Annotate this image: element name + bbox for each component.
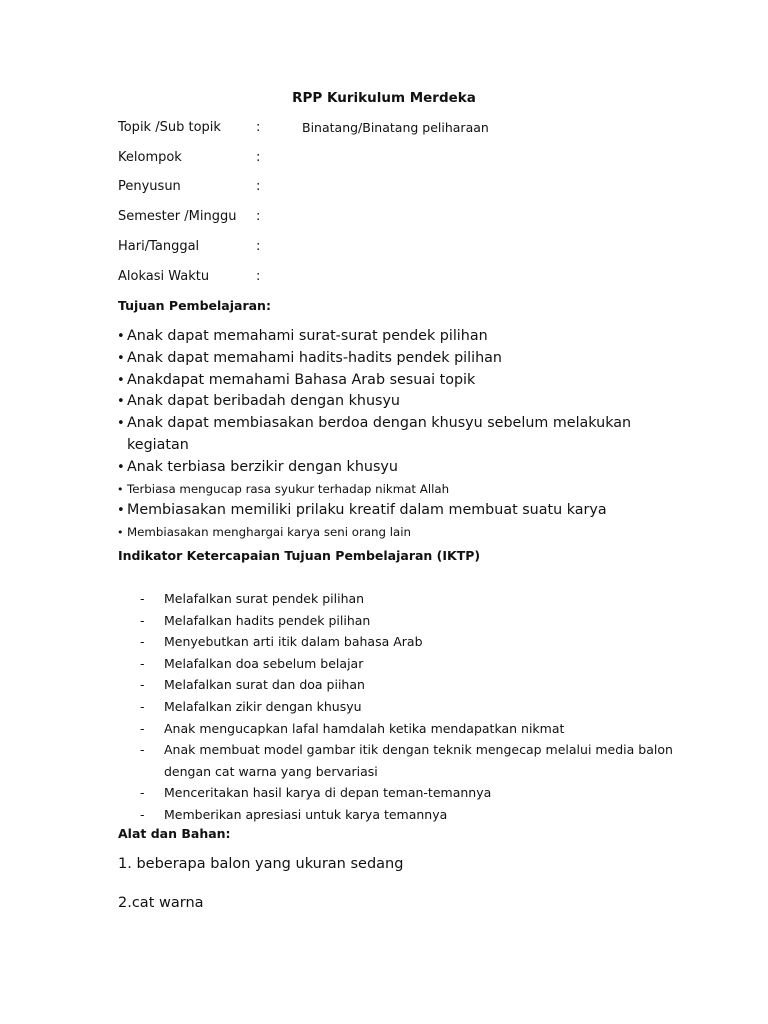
dash-marker: - xyxy=(140,677,145,693)
field-value: Binatang/Binatang peliharaan xyxy=(302,120,489,135)
list-item xyxy=(118,631,678,653)
dash-marker: - xyxy=(140,634,145,650)
bullet-icon: • xyxy=(117,350,125,366)
bullet-icon: • xyxy=(117,394,125,410)
alat-item: 2.cat warna xyxy=(118,895,204,911)
list-item-text: Melafalkan zikir dengan khusyu xyxy=(164,698,362,714)
list-item-text: Menyebutkan arti itik dalam bahasa Arab xyxy=(164,634,423,650)
list-item xyxy=(118,370,658,392)
tujuan-list xyxy=(118,326,658,544)
list-item-text: Melafalkan doa sebelum belajar xyxy=(164,655,364,671)
field-colon: : xyxy=(256,209,261,224)
list-item-text: Anak dapat membiasakan berdoa dengan khusyu sebelum melakukan kegiatan xyxy=(127,415,632,453)
dash-marker: - xyxy=(140,742,145,758)
bullet-icon: • xyxy=(117,503,125,519)
field-colon: : xyxy=(256,120,261,135)
list-item-text: Anak dapat memahami surat-surat pendek pilihan xyxy=(127,328,488,344)
field-label: Semester /Minggu xyxy=(118,209,237,224)
dash-marker: - xyxy=(140,612,145,628)
alat-item: 1. beberapa balon yang ukuran sedang xyxy=(118,856,404,872)
field-colon: : xyxy=(256,239,261,254)
list-item-text: Menceritakan hasil karya di depan teman-temannya xyxy=(164,785,492,801)
list-item-text: Membiasakan memiliki prilaku kreatif dalam membuat suatu karya xyxy=(127,502,607,519)
field-colon: : xyxy=(256,269,261,284)
list-item xyxy=(118,500,658,522)
list-item xyxy=(118,653,678,675)
dash-marker: - xyxy=(140,785,145,801)
list-item-text: Melafalkan hadits pendek pilihan xyxy=(164,612,371,628)
dash-marker: - xyxy=(140,806,145,822)
list-item xyxy=(118,522,658,544)
document-title: RPP Kurikulum Merdeka xyxy=(292,90,476,106)
field-label: Topik /Sub topik xyxy=(118,120,221,135)
list-item xyxy=(118,413,658,457)
alat-heading: Alat dan Bahan: xyxy=(118,826,231,841)
iktp-list xyxy=(118,588,678,826)
list-item xyxy=(118,479,658,501)
list-item-text: Anak dapat beribadah dengan khusyu xyxy=(127,393,400,410)
list-item-text: Melafalkan surat dan doa piihan xyxy=(164,677,365,693)
field-colon: : xyxy=(256,179,261,194)
bullet-icon: • xyxy=(117,459,125,475)
field-label: Kelompok xyxy=(118,150,182,165)
bullet-icon: • xyxy=(117,526,124,540)
list-item-text: Memberikan apresiasi untuk karya temannya xyxy=(164,806,448,822)
list-item xyxy=(118,718,678,740)
bullet-icon: • xyxy=(117,482,124,496)
list-item xyxy=(118,674,678,696)
bullet-icon: • xyxy=(117,416,125,432)
list-item-text: Anak dapat memahami hadits-hadits pendek pilihan xyxy=(127,349,502,366)
list-item xyxy=(118,588,678,610)
list-item xyxy=(118,326,658,348)
list-item xyxy=(118,348,658,370)
list-item xyxy=(118,782,678,804)
list-item xyxy=(118,391,658,413)
list-item xyxy=(118,610,678,632)
list-item xyxy=(118,804,678,826)
dash-marker: - xyxy=(140,591,145,606)
list-item xyxy=(118,457,658,479)
tujuan-heading: Tujuan Pembelajaran: xyxy=(118,298,271,313)
list-item-text: Anak terbiasa berzikir dengan khusyu xyxy=(127,458,398,475)
field-label: Hari/Tanggal xyxy=(118,239,200,254)
dash-marker: - xyxy=(140,698,145,714)
list-item-text: Terbiasa mengucap rasa syukur terhadap nikmat Allah xyxy=(127,481,450,496)
iktp-heading: Indikator Ketercapaian Tujuan Pembelajaran (IKTP) xyxy=(118,548,481,563)
list-item xyxy=(118,696,678,718)
list-item-text: Anak membuat model gambar itik dengan teknik mengecap melalui media balon dengan cat warna yang bervariasi xyxy=(164,742,673,779)
dash-marker: - xyxy=(140,655,145,671)
list-item-text: Anakdapat memahami Bahasa Arab sesuai topik xyxy=(127,371,476,388)
list-item-text: Anak mengucapkan lafal hamdalah ketika mendapatkan nikmat xyxy=(164,720,565,736)
list-item xyxy=(118,739,678,782)
field-colon: : xyxy=(256,150,261,165)
bullet-icon: • xyxy=(117,329,125,344)
field-label: Penyusun xyxy=(118,179,181,194)
field-label: Alokasi Waktu xyxy=(118,269,210,284)
bullet-icon: • xyxy=(117,372,125,388)
list-item-text: Membiasakan menghargai karya seni orang lain xyxy=(127,525,412,540)
dash-marker: - xyxy=(140,720,145,736)
list-item-text: Melafalkan surat pendek pilihan xyxy=(164,591,365,606)
